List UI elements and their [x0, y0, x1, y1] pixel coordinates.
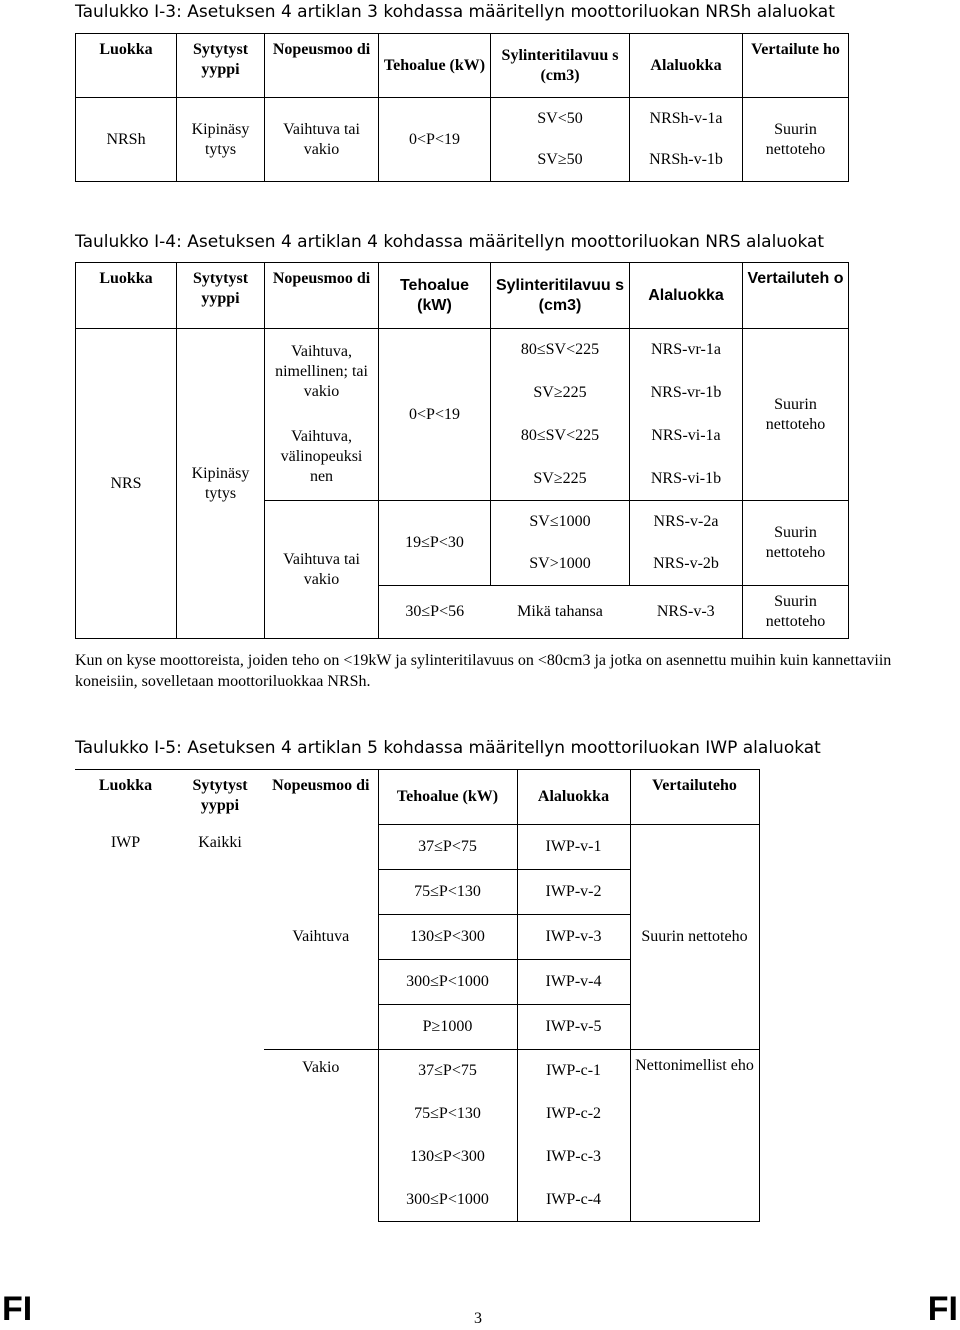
footer-language-right: FI — [927, 1290, 958, 1328]
cell-alaluokka: IWP-v-2 — [517, 870, 630, 915]
cell-sv: 80≤SV<225 — [491, 329, 630, 372]
cell-alaluokka: NRSh-v-1b — [630, 140, 743, 182]
cell-teho: 75≤P<130 — [378, 870, 517, 915]
cell-luokka: NRS — [76, 329, 177, 639]
cell-teho: 75≤P<130 — [378, 1093, 517, 1136]
header-sylinteritilavuus: Sylinteritilavuu s (cm3) — [491, 34, 630, 98]
table-i4 — [75, 262, 849, 639]
cell-vertailuteho: Suurin nettoteho — [630, 825, 759, 1050]
cell-nopeus: Vakio — [264, 1050, 378, 1222]
cell-alaluokka: IWP-c-1 — [517, 1050, 630, 1093]
cell-teho: P≥1000 — [378, 1005, 517, 1050]
table-i5-caption: Taulukko I-5: Asetuksen 4 artiklan 5 kohdassa määritellyn moottoriluokan IWP alaluokat — [75, 738, 821, 758]
cell-sv: SV>1000 — [491, 543, 630, 586]
cell-vertailuteho: Nettonimellist eho — [630, 1050, 759, 1222]
header-vertailuteho: Vertailuteh o — [743, 263, 849, 329]
header-alaluokka: Alaluokka — [630, 263, 743, 329]
cell-sv: Mikä tahansa — [491, 586, 630, 639]
cell-sv: 80≤SV<225 — [491, 415, 630, 458]
cell-alaluokka: IWP-c-3 — [517, 1136, 630, 1179]
cell-alaluokka: IWP-c-4 — [517, 1179, 630, 1222]
cell-teho: 130≤P<300 — [378, 1136, 517, 1179]
cell-teho: 30≤P<56 — [379, 586, 491, 639]
header-luokka: Luokka — [75, 770, 176, 825]
table-i5 — [75, 769, 760, 1222]
empty-cell — [75, 870, 264, 1222]
cell-alaluokka: IWP-c-2 — [517, 1093, 630, 1136]
table-i3-caption: Taulukko I-3: Asetuksen 4 artiklan 3 kohdassa määritellyn moottoriluokan NRSh alaluokat — [75, 2, 835, 22]
cell-teho: 37≤P<75 — [378, 1050, 517, 1093]
cell-sv: SV<50 — [491, 98, 630, 140]
cell-sv: SV≥50 — [491, 140, 630, 182]
cell-sv: SV≥225 — [491, 372, 630, 415]
cell-alaluokka: NRS-vr-1b — [630, 372, 743, 415]
cell-alaluokka: NRS-v-2a — [630, 501, 743, 543]
header-alaluokka: Alaluokka — [630, 34, 743, 98]
cell-teho: 130≤P<300 — [378, 915, 517, 960]
header-sytytystyyppi: Sytytyst yyppi — [177, 34, 265, 98]
cell-alaluokka: NRSh-v-1a — [630, 98, 743, 140]
header-luokka: Luokka — [76, 34, 177, 98]
cell-alaluokka: IWP-v-3 — [517, 915, 630, 960]
cell-alaluokka: NRS-vi-1b — [630, 458, 743, 501]
cell-teho: 37≤P<75 — [378, 825, 517, 870]
header-nopeusmoodi: Nopeusmoo di — [265, 34, 379, 98]
header-sytytystyyppi: Sytytyst yyppi — [177, 263, 265, 329]
cell-vertailuteho: Suurin nettoteho — [743, 501, 849, 586]
cell-teho: 19≤P<30 — [379, 501, 491, 586]
header-tehoalue: Tehoalue (kW) — [378, 770, 517, 825]
cell-vertailuteho: Suurin nettoteho — [743, 329, 849, 501]
cell-sv: SV≤1000 — [491, 501, 630, 543]
cell-teho: 300≤P<1000 — [378, 1179, 517, 1222]
header-vertailuteho: Vertailute ho — [743, 34, 849, 98]
cell-nopeus: Vaihtuva — [264, 825, 378, 1050]
cell-sv: SV≥225 — [491, 458, 630, 501]
cell-nopeus: Vaihtuva, välinopeuksi nen — [265, 415, 379, 501]
page-number: 3 — [474, 1310, 482, 1327]
header-sytytystyyppi: Sytytyst yyppi — [176, 770, 264, 825]
cell-teho: 0<P<19 — [379, 98, 491, 182]
cell-sytytys: Kaikki — [198, 833, 242, 851]
header-luokka: Luokka — [76, 263, 177, 329]
header-sylinteritilavuus: Sylinteritilavuu s (cm3) — [491, 263, 630, 329]
table-i4-caption: Taulukko I-4: Asetuksen 4 artiklan 4 kohdassa määritellyn moottoriluokan NRS alaluokat — [75, 232, 825, 252]
cell-nopeus: Vaihtuva, nimellinen; tai vakio — [265, 329, 379, 415]
cell-nopeus: Vaihtuva tai vakio — [265, 501, 379, 639]
cell-alaluokka: NRS-vi-1a — [630, 415, 743, 458]
header-nopeusmoodi: Nopeusmoo di — [264, 770, 378, 825]
cell-alaluokka: IWP-v-5 — [517, 1005, 630, 1050]
header-tehoalue: Tehoalue (kW) — [379, 263, 491, 329]
cell-nopeus: Vaihtuva tai vakio — [265, 98, 379, 182]
cell-alaluokka: NRS-v-3 — [630, 586, 743, 639]
cell-alaluokka: IWP-v-4 — [517, 960, 630, 1005]
note-text: Kun on kyse moottoreista, joiden teho on <19kW ja sylinteritilavuus on <80cm3 ja jotka on asennettu muihin kuin kannettaviin koneisiin, sovelletaan moottoriluokkaa NRSh. — [75, 652, 892, 690]
header-tehoalue: Tehoalue (kW) — [379, 34, 491, 98]
cell-teho: 300≤P<1000 — [378, 960, 517, 1005]
cell-alaluokka: NRS-v-2b — [630, 543, 743, 586]
cell-vertailuteho: Suurin nettoteho — [743, 98, 849, 182]
footer-language-left: FI — [2, 1290, 33, 1328]
cell-sytytys: Kipinäsy tytys — [177, 98, 265, 182]
cell-alaluokka: NRS-vr-1a — [630, 329, 743, 372]
cell-luokka: NRSh — [76, 98, 177, 182]
cell-luokka: IWP — [110, 833, 141, 851]
table-i3 — [75, 33, 849, 182]
cell-teho: 0<P<19 — [379, 329, 491, 501]
cell-vertailuteho: Suurin nettoteho — [743, 586, 849, 639]
cell-sytytys: Kipinäsy tytys — [177, 329, 265, 639]
header-vertailuteho: Vertailuteho — [630, 770, 759, 825]
cell-alaluokka: IWP-v-1 — [517, 825, 630, 870]
header-nopeusmoodi: Nopeusmoo di — [265, 263, 379, 329]
header-alaluokka: Alaluokka — [517, 770, 630, 825]
